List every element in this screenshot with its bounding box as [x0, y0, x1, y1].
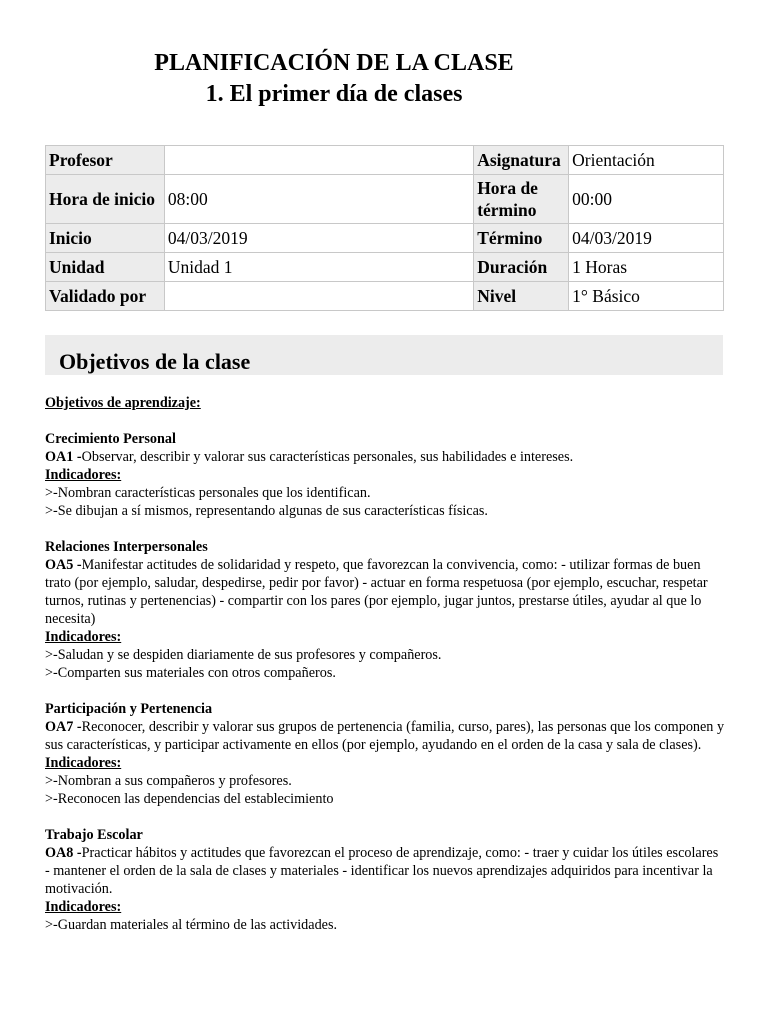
objective-description: Manifestar actitudes de solidaridad y respeto, que favorezcan la convivencia, como: - utilizar formas de buen trato (por ejemplo, saludar, despedirse, pedir por favor) - actuar en forma respetuosa (por ejemplo, escuchar, respetar turnos, rutinas y pertenencias) - compartir con los pares (por ejemplo, jugar juntos, prestarse útiles, ayudar al que lo necesita) — [45, 557, 708, 627]
indicators-label: Indicadores: — [45, 629, 122, 645]
asignatura-label: Asignatura — [474, 146, 569, 175]
nivel-label: Nivel — [474, 282, 569, 311]
class-info-table — [45, 145, 724, 311]
objective-text — [45, 844, 725, 898]
objectives-subheading: Objetivos de aprendizaje: — [45, 395, 201, 411]
objective-group-name: Participación y Pertenencia — [45, 701, 213, 717]
duracion-value: 1 Horas — [569, 253, 724, 282]
objective-text — [45, 718, 725, 754]
objective-code: OA5 - — [45, 557, 82, 573]
indicator-item: >-Nombran a sus compañeros y profesores. — [45, 773, 292, 789]
page-title — [0, 48, 668, 110]
objective-description: Practicar hábitos y actitudes que favorezcan el proceso de aprendizaje, como: - traer y cuidar los útiles escolares - mantener el orden de la sala de clases y materiales - identificar los nuevos aprendizajes adquiridos para incentivar la motivación. — [45, 845, 719, 897]
table-row — [46, 253, 724, 282]
objective-code: OA1 - — [45, 449, 82, 465]
hora-termino-label: Hora de término — [474, 175, 569, 224]
indicator-item: >-Reconocen las dependencias del establecimiento — [45, 791, 334, 807]
objective-text — [45, 448, 725, 466]
validado-value — [164, 282, 473, 311]
table-row — [46, 282, 724, 311]
indicators-label: Indicadores: — [45, 467, 122, 483]
table-row — [46, 175, 724, 224]
objective-code: OA8 - — [45, 845, 82, 861]
hora-termino-value: 00:00 — [569, 175, 724, 224]
hora-inicio-label: Hora de inicio — [46, 175, 165, 224]
objective-group — [45, 430, 725, 520]
objective-group — [45, 700, 725, 808]
profesor-label: Profesor — [46, 146, 165, 175]
hora-inicio-value: 08:00 — [164, 175, 473, 224]
title-line-2: 1. El primer día de clases — [205, 81, 463, 107]
table-row — [46, 224, 724, 253]
table-row — [46, 146, 724, 175]
objective-group-name: Trabajo Escolar — [45, 827, 143, 843]
objective-code: OA7 - — [45, 719, 82, 735]
objectives-content — [45, 394, 725, 952]
inicio-value: 04/03/2019 — [164, 224, 473, 253]
asignatura-value: Orientación — [569, 146, 724, 175]
inicio-label: Inicio — [46, 224, 165, 253]
objective-group — [45, 538, 725, 682]
unidad-value: Unidad 1 — [164, 253, 473, 282]
objective-group-name: Relaciones Interpersonales — [45, 539, 208, 555]
indicator-item: >-Guardan materiales al término de las actividades. — [45, 917, 338, 933]
unidad-label: Unidad — [46, 253, 165, 282]
duracion-label: Duración — [474, 253, 569, 282]
objective-group — [45, 826, 725, 934]
indicator-item: >-Comparten sus materiales con otros compañeros. — [45, 665, 336, 681]
indicators-label: Indicadores: — [45, 755, 122, 771]
objective-description: Observar, describir y valorar sus características personales, sus habilidades e intereses. — [81, 449, 574, 465]
title-line-1: PLANIFICACIÓN DE LA CLASE — [154, 50, 514, 76]
objective-description: Reconocer, describir y valorar sus grupos de pertenencia (familia, curso, pares), las personas que los componen y sus características, y participar activamente en ellos (por ejemplo, ayudando en el orden de la casa y sala de clases). — [45, 719, 725, 753]
objective-text — [45, 556, 725, 628]
section-heading: Objetivos de la clase — [59, 349, 251, 374]
indicator-item: >-Nombran características personales que los identifican. — [45, 485, 371, 501]
validado-label: Validado por — [46, 282, 165, 311]
profesor-value — [164, 146, 473, 175]
nivel-value: 1° Básico — [569, 282, 724, 311]
indicator-item: >-Se dibujan a sí mismos, representando algunas de sus características físicas. — [45, 503, 488, 519]
termino-label: Término — [474, 224, 569, 253]
objectives-section-header — [45, 335, 723, 375]
termino-value: 04/03/2019 — [569, 224, 724, 253]
indicator-item: >-Saludan y se despiden diariamente de sus profesores y compañeros. — [45, 647, 442, 663]
indicators-label: Indicadores: — [45, 899, 122, 915]
objective-group-name: Crecimiento Personal — [45, 431, 176, 447]
